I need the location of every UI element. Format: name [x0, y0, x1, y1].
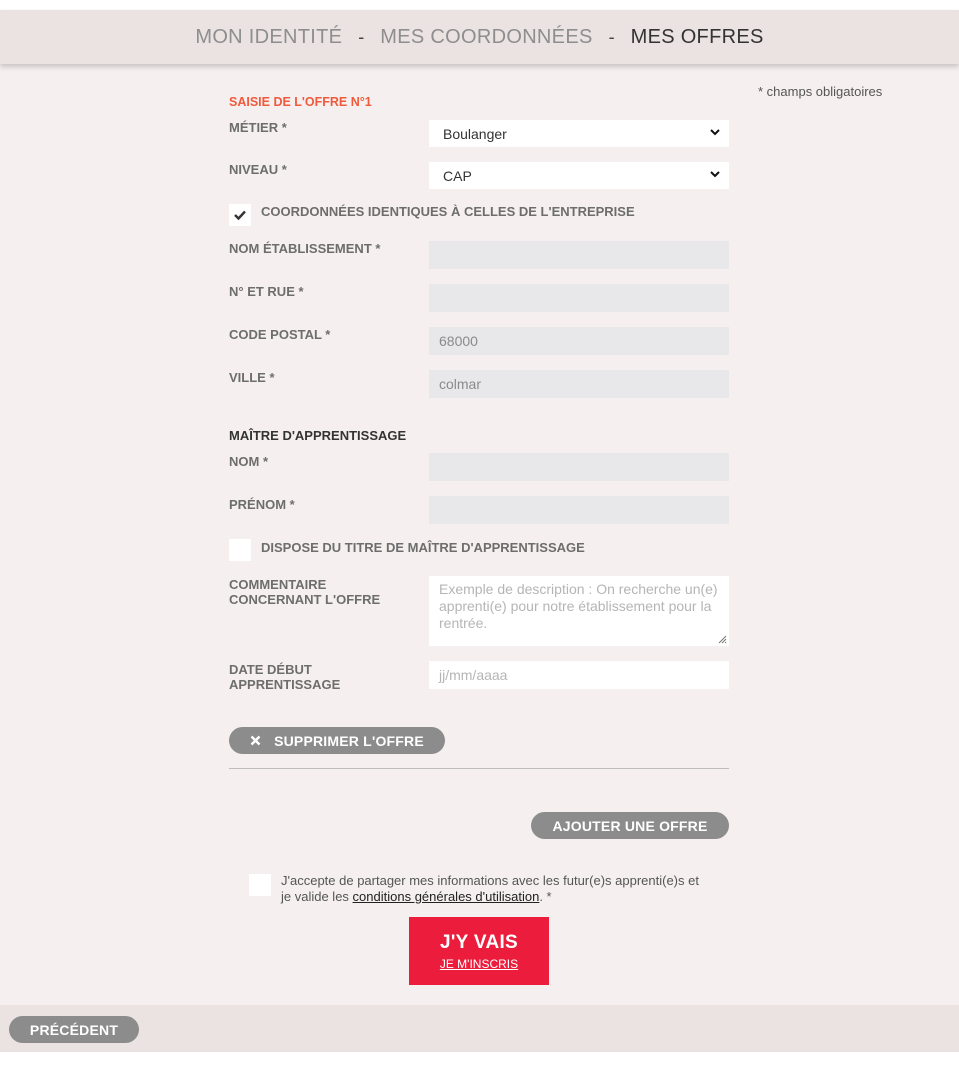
ville-label: VILLE *	[229, 370, 275, 385]
previous-label: PRÉCÉDENT	[29, 1021, 119, 1038]
master-prenom-input[interactable]	[429, 496, 729, 524]
comment-label-line2: CONCERNANT L'OFFRE	[229, 592, 381, 607]
etablissement-label: NOM ÉTABLISSEMENT *	[229, 241, 381, 256]
register-cta-button[interactable]	[409, 917, 549, 985]
previous-button[interactable]	[9, 1016, 139, 1043]
app-root	[0, 10, 959, 1052]
consent-text	[281, 873, 701, 905]
consent-text-after: . *	[539, 889, 552, 904]
rue-input[interactable]	[429, 284, 729, 312]
same-contact-label: COORDONNÉES IDENTIQUES À CELLES DE L'ENTREPRISE	[261, 204, 635, 219]
comment-placeholder: Exemple de description : On recherche un(e) apprenti(e) pour notre établissement pour la rentrée.	[439, 581, 718, 631]
code-postal-label: CODE POSTAL *	[229, 327, 331, 342]
niveau-value: CAP	[443, 167, 472, 184]
step-separator: -	[358, 26, 365, 47]
start-date-input[interactable]: jj/mm/aaaa	[429, 661, 729, 689]
niveau-select[interactable]	[429, 162, 729, 189]
cta-title: J'Y VAIS	[439, 931, 519, 953]
cta-subtitle: JE M'INSCRIS	[439, 956, 519, 971]
close-icon	[250, 735, 261, 746]
step-mes-coordonnees[interactable]: MES COORDONNÉES	[380, 25, 593, 48]
delete-offer-button[interactable]	[229, 727, 445, 754]
start-date-label	[229, 662, 340, 692]
checkmark-icon	[233, 209, 247, 221]
code-postal-input[interactable]: 68000	[429, 327, 729, 355]
master-section-title: MAÎTRE D'APPRENTISSAGE	[229, 428, 407, 443]
ville-input[interactable]: colmar	[429, 370, 729, 398]
chevron-down-icon	[709, 126, 721, 138]
metier-value: Boulanger	[443, 125, 507, 142]
step-mon-identite[interactable]: MON IDENTITÉ	[195, 25, 343, 48]
required-fields-note: * champs obligatoires	[758, 84, 883, 99]
master-prenom-label: PRÉNOM *	[229, 497, 295, 512]
master-nom-input[interactable]	[429, 453, 729, 481]
comment-textarea[interactable]	[429, 576, 729, 646]
same-contact-checkbox[interactable]	[229, 204, 251, 226]
start-date-label-line1: DATE DÉBUT	[229, 662, 312, 677]
comment-label	[229, 577, 380, 607]
add-offer-label: AJOUTER UNE OFFRE	[552, 817, 708, 834]
comment-label-line1: COMMENTAIRE	[229, 577, 327, 592]
niveau-label: NIVEAU *	[229, 162, 287, 177]
divider	[229, 768, 729, 769]
step-navigation	[0, 10, 959, 64]
chevron-down-icon	[709, 168, 721, 180]
resize-grip-icon[interactable]	[717, 634, 727, 644]
add-offer-button[interactable]	[531, 812, 729, 839]
metier-select[interactable]	[429, 120, 729, 147]
consent-checkbox[interactable]	[249, 874, 271, 896]
offer-section-title: SAISIE DE L'OFFRE N°1	[229, 95, 372, 109]
master-nom-label: NOM *	[229, 454, 268, 469]
consent-text-before: J'accepte de partager mes informations avec les futur(e)s apprenti(e)s et je valide les	[281, 873, 699, 904]
footer-bar	[0, 1005, 959, 1052]
step-mes-offres[interactable]: MES OFFRES	[630, 25, 764, 48]
step-separator: -	[608, 26, 615, 47]
master-title-label: DISPOSE DU TITRE DE MAÎTRE D'APPRENTISSAGE	[261, 540, 585, 555]
etablissement-input[interactable]	[429, 241, 729, 269]
cgu-link[interactable]: conditions générales d'utilisation	[352, 889, 540, 904]
delete-offer-label: SUPPRIMER L'OFFRE	[274, 732, 424, 749]
master-title-checkbox[interactable]	[229, 539, 251, 561]
rue-label: N° ET RUE *	[229, 284, 304, 299]
start-date-label-line2: APPRENTISSAGE	[229, 677, 341, 692]
metier-label: MÉTIER *	[229, 120, 287, 135]
